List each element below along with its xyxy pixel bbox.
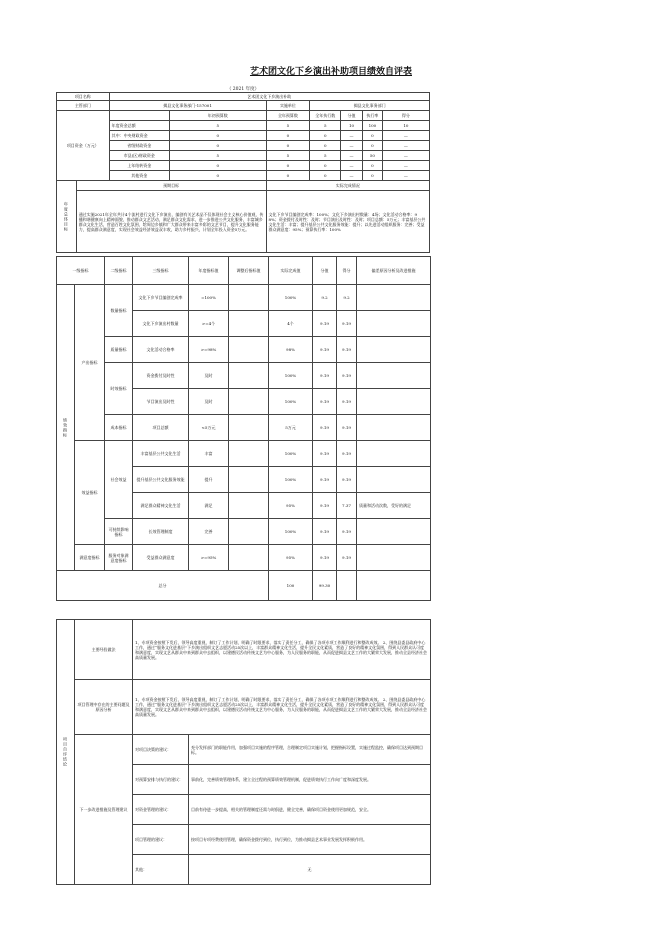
- level1-indicator: 产出指标: [75, 285, 105, 441]
- indicator-score: 9.2: [313, 285, 337, 311]
- expected-goal-text: 通过实施2021年全年共计4个流村进行文化下乡演出，编创有关艺术品不仅体现社会主义核心价值观，传播和谐健康向上精神面貌，推动群众文艺活动，满足群众文化需求，进一步推进公共文化服务，丰富城乡群众文化生活，营造百姓文化氛围，给周边乡镇和广大群众带来丰富多彩的文艺节目，提升文化服务能力，提高群众满意度，实现社会效益经济效益双丰收，助力乡村振兴，计划全年投入资金5万元。: [76, 191, 266, 253]
- actual-value: 95%: [269, 493, 313, 519]
- indicator-got: 9.19: [337, 389, 357, 415]
- actual-goal-label: 实际完成情况: [266, 181, 430, 191]
- dept-value: 揭县文化事务部门-157001: [109, 101, 266, 111]
- funds-cell: —: [341, 161, 363, 171]
- level3-indicator: 节目演出及时性: [133, 389, 189, 415]
- suggestion-text: 事前化，完善绩效管理体系，建立全过程的预算绩效管理机制，促进绩效执行工作向广度和深度发展。: [189, 765, 431, 795]
- total-score: 100: [269, 571, 313, 601]
- funds-row-label: 市县(区)财政资金: [109, 151, 169, 161]
- dept-label: 主管部门: [57, 101, 110, 111]
- actual-value: 100%: [269, 519, 313, 545]
- suggestion-label: 对项目决策的建议：: [133, 735, 189, 765]
- funds-cell: —: [382, 171, 429, 181]
- level2-indicator: 社会效益: [105, 441, 133, 519]
- target-value: <5万元: [189, 415, 229, 441]
- funds-row-label: 年度资金总额: [109, 121, 169, 131]
- level3-indicator: 资金拨付及时性: [133, 363, 189, 389]
- level2-indicator: 时效指标: [105, 363, 133, 415]
- total-got: 99.30: [313, 571, 337, 601]
- funds-cell: 10: [341, 121, 363, 131]
- page-title: 艺术团文化下乡演出补助项目绩效自评表: [249, 67, 412, 77]
- indicator-header: 年度指标值: [189, 257, 229, 285]
- indicator-score: 9.19: [313, 467, 337, 493]
- indicators-col-label: 绩效指标: [57, 285, 75, 571]
- suggestion-label: 对资金管理的建议：: [133, 795, 189, 825]
- funds-cell: 0: [266, 171, 310, 181]
- target-value: =100%: [189, 285, 229, 311]
- next-steps-label: 下一步改进措施及管理建议: [75, 735, 133, 885]
- report-year: （ 2021 年度）: [226, 87, 260, 92]
- indicator-header: 二级指标: [105, 257, 133, 285]
- target-value: 满足: [189, 493, 229, 519]
- funds-cell: —: [382, 131, 429, 141]
- indicator-score: 9.19: [313, 493, 337, 519]
- funds-cell: 0: [363, 171, 383, 181]
- level3-indicator: 受益群众满意度: [133, 545, 189, 571]
- indicator-got: 9.19: [337, 415, 357, 441]
- target-value: >=98%: [189, 337, 229, 363]
- funds-cell: 0: [169, 161, 266, 171]
- level3-indicator: 丰富基层公共文化生活: [133, 441, 189, 467]
- project-name-label: 项目名称: [57, 93, 110, 101]
- level3-indicator: 文化活动合格率: [133, 337, 189, 363]
- adjusted-target: [229, 337, 269, 363]
- actual-value: 100%: [269, 441, 313, 467]
- deviation-note: [357, 467, 431, 493]
- impl-label: 实施单位: [266, 101, 310, 111]
- deviation-note: [357, 363, 431, 389]
- funds-cell: 0: [169, 141, 266, 151]
- funds-cell: —: [341, 141, 363, 151]
- funds-cell: 5: [310, 151, 341, 161]
- funds-row-label: 上年结转资金: [109, 161, 169, 171]
- conclusion-table: [56, 619, 431, 885]
- indicator-score: 9.19: [313, 519, 337, 545]
- suggestion-label: 其他：: [133, 855, 189, 885]
- basic-info-table: [56, 92, 430, 253]
- funds-header: 分值: [341, 111, 363, 121]
- total-label: 总分: [57, 571, 269, 601]
- target-value: >=95%: [189, 545, 229, 571]
- actual-value: 100%: [269, 389, 313, 415]
- funds-row-label: 其他资金: [109, 171, 169, 181]
- funds-header: 执行率: [363, 111, 383, 121]
- problem-text: 1、专项资金按照下发后，领导高度重视，制订了工作计划，明确了时限要求，落实了责任分工，确保了各项专项工作顺利进行和整改成效。 2、围绕县委县政府中心工作，通过“服务文化进基层”下乡演出组织文艺志愿活动25次以上，丰富群众精神文化生活，提升全民文化素质，营造了良好的精神文化氛围，得到人民群众认可度和满意度，实现文艺从群众中来到群众中去组织，以建德民活动传统文艺为中心服务，为人民服务的职能，从而促进揭县文艺工作的大繁荣大发展，推动全县经济社会高质量发展。: [133, 680, 431, 735]
- funds-header: 得分: [382, 111, 429, 121]
- funds-cell: 0: [310, 141, 341, 151]
- funds-cell: 0: [310, 161, 341, 171]
- funds-cell: —: [341, 131, 363, 141]
- indicator-got: 9.19: [337, 519, 357, 545]
- level3-indicator: 项目总额: [133, 415, 189, 441]
- funds-header: 全年执行数: [310, 111, 341, 121]
- level3-indicator: 提升基层公共文化服务效能: [133, 467, 189, 493]
- adjusted-target: [229, 285, 269, 311]
- suggestion-text: 目前有待进一步提高，相关的管理制度还需与时俱进，健全完善，确保项目资金使用更加规范，安全。: [189, 795, 431, 825]
- level2-indicator: 服务对象满意度指标: [105, 545, 133, 571]
- indicator-got: 9.19: [337, 441, 357, 467]
- adjusted-target: [229, 545, 269, 571]
- funds-row-label: 省级财政资金: [109, 141, 169, 151]
- impl-value: 揭县文化事务部门: [310, 101, 430, 111]
- expected-goal-label: 预期目标: [76, 181, 266, 191]
- funds-cell: 0: [310, 131, 341, 141]
- adjusted-target: [229, 493, 269, 519]
- actual-goal-text: 文化下乡节目编创完成率：100%；文化下乡演出村数量：4场；文化活动合格率：98%；资金拨付及时性：及时；节目演出及时性：及时；项目总额：5万元；丰富基层公共文化生活：丰富；提升基层公共文化服务效能：提升；以先进活动组织服务：完善；受益群众满意度：95%；预算执行率：100%: [266, 191, 430, 253]
- funds-row-label: 其中：中央财政资金: [109, 131, 169, 141]
- deviation-note: [357, 519, 431, 545]
- funds-cell: 0: [169, 171, 266, 181]
- indicator-got: 9.19: [337, 363, 357, 389]
- funds-cell: 0: [310, 171, 341, 181]
- project-name: 艺术团文化下乡演出补助: [109, 93, 429, 101]
- actual-value: 100%: [269, 363, 313, 389]
- indicator-header: 一级指标: [57, 257, 105, 285]
- target-value: 及时: [189, 363, 229, 389]
- funds-cell: 5: [266, 121, 310, 131]
- suggestion-label: 对预算安排与执行的建议：: [133, 765, 189, 795]
- indicator-header: 得分: [337, 257, 357, 285]
- adjusted-target: [229, 519, 269, 545]
- indicator-got: 9.19: [337, 311, 357, 337]
- actual-value: 95%: [269, 545, 313, 571]
- target-value: 及时: [189, 389, 229, 415]
- level3-indicator: 文化下乡演出村数量: [133, 311, 189, 337]
- funds-header: 全年预算数: [266, 111, 310, 121]
- funds-header-blank: [109, 111, 169, 121]
- suggestion-label: 项目管理的建议：: [133, 825, 189, 855]
- level2-indicator: 质量指标: [105, 337, 133, 363]
- indicator-got: 9.2: [337, 285, 357, 311]
- deviation-note: [357, 441, 431, 467]
- adjusted-target: [229, 363, 269, 389]
- funds-cell: 50: [363, 151, 383, 161]
- funds-cell: 5: [310, 121, 341, 131]
- adjusted-target: [229, 467, 269, 493]
- funds-cell: —: [382, 141, 429, 151]
- deviation-note: 质量和活动次数，受好的满足: [357, 493, 431, 519]
- indicator-got: 9.19: [337, 545, 357, 571]
- indicators-table: [56, 256, 431, 601]
- funds-cell: —: [341, 171, 363, 181]
- target-value: 完善: [189, 519, 229, 545]
- indicator-got: 9.19: [337, 337, 357, 363]
- funds-cell: 5: [169, 151, 266, 161]
- indicator-got: 7.37: [337, 493, 357, 519]
- funds-cell: 0: [363, 161, 383, 171]
- indicator-score: 9.19: [313, 337, 337, 363]
- indicator-score: 9.19: [313, 389, 337, 415]
- indicator-score: 9.19: [313, 441, 337, 467]
- target-value: 提升: [189, 467, 229, 493]
- actual-value: 100%: [269, 467, 313, 493]
- funds-cell: 0: [169, 131, 266, 141]
- indicator-header: 三级指标: [133, 257, 189, 285]
- actual-value: 4个: [269, 311, 313, 337]
- level2-indicator: 数量指标: [105, 285, 133, 337]
- indicator-score: 9.19: [313, 311, 337, 337]
- indicator-score: 9.19: [313, 415, 337, 441]
- suggestion-text: 无: [189, 855, 431, 885]
- funds-cell: 5: [266, 151, 310, 161]
- actual-value: 100%: [269, 285, 313, 311]
- indicator-score: 9.19: [313, 545, 337, 571]
- suggestion-text: 充分发挥部门的职能作用，加强项目实施的程序管理，合理制定项目实施计划，把握指标设置，实施过程监控，确保项目达到预期目标。: [189, 735, 431, 765]
- level3-indicator: 长效管理制度: [133, 519, 189, 545]
- indicator-got: 9.19: [337, 467, 357, 493]
- total-note: [337, 571, 357, 601]
- level2-indicator: 成本指标: [105, 415, 133, 441]
- conclusion-section-label: 项目自评结论: [57, 620, 75, 885]
- indicator-header: 调整后指标值: [229, 257, 269, 285]
- goals-section-label: 年度总体目标: [57, 181, 77, 253]
- actual-value: 98%: [269, 337, 313, 363]
- level1-indicator: 效益指标: [75, 441, 105, 545]
- target-value: >=4个: [189, 311, 229, 337]
- adjusted-target: [229, 415, 269, 441]
- target-value: 丰富: [189, 441, 229, 467]
- main-practice-text: 1、专项资金按照下发后，领导高度重视，制订了工作计划，明确了时限要求，落实了责任分工，确保了各项专项工作顺利进行和整改成效。 2、围绕县委县政府中心工作，通过“服务文化进基层”下乡演出组织文艺志愿活动25次以上，丰富群众精神文化生活，提升全民文化素质，营造了良好的精神文化氛围，得到人民群众认可度和满意度，实现文艺从群众中来到群众中去组织，以建德民活动传统文艺为中心服务，为人民服务的职能，从而促进揭县文艺工作的大繁荣大发展，推动全县经济社会高质量发展。: [133, 620, 431, 680]
- level2-indicator: 可持续影响指标: [105, 519, 133, 545]
- deviation-note: [357, 545, 431, 571]
- level1-indicator: 满意度指标: [75, 545, 105, 571]
- funds-cell: 100: [363, 121, 383, 131]
- funds-section-label: 项目资金（万元）: [57, 111, 110, 181]
- funds-cell: 0: [266, 141, 310, 151]
- adjusted-target: [229, 311, 269, 337]
- funds-cell: 0: [363, 141, 383, 151]
- funds-cell: —: [382, 151, 429, 161]
- funds-cell: 5: [169, 121, 266, 131]
- funds-header: 年初预算数: [169, 111, 266, 121]
- funds-cell: 0: [266, 161, 310, 171]
- level3-indicator: 满足群众精神文化生活: [133, 493, 189, 519]
- funds-cell: —: [382, 161, 429, 171]
- total-blank: [357, 571, 431, 601]
- actual-value: 5万元: [269, 415, 313, 441]
- funds-cell: 10: [382, 121, 429, 131]
- indicator-header: 分值: [313, 257, 337, 285]
- deviation-note: [357, 415, 431, 441]
- funds-cell: 0: [266, 131, 310, 141]
- deviation-note: [357, 337, 431, 363]
- main-practice-label: 主要经验做法: [75, 620, 133, 680]
- problem-label: 项目管理中存在的主要问题及原因分析: [75, 680, 133, 735]
- indicator-header: 偏差原因分析及改进措施: [357, 257, 431, 285]
- deviation-note: [357, 389, 431, 415]
- indicator-score: 9.19: [313, 363, 337, 389]
- funds-cell: 0: [363, 131, 383, 141]
- adjusted-target: [229, 441, 269, 467]
- level3-indicator: 文化下乡节目编创完成率: [133, 285, 189, 311]
- suggestion-text: 按项目专项经费使用管理，确保资金拨付到位，执行到位，为推动揭县艺术事业发展发挥积极作用。: [189, 825, 431, 855]
- deviation-note: [357, 285, 431, 311]
- indicator-header: 实际完成值: [269, 257, 313, 285]
- deviation-note: [357, 311, 431, 337]
- funds-cell: —: [341, 151, 363, 161]
- adjusted-target: [229, 389, 269, 415]
